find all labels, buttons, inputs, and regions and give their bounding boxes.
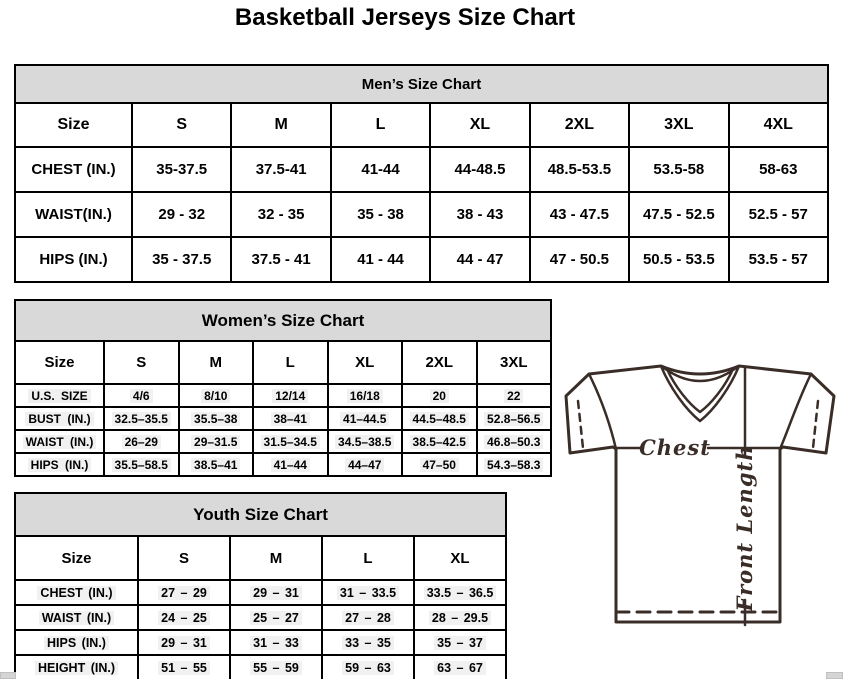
cell: 43 - 47.5 <box>530 192 629 237</box>
cell-value: 55 – 59 <box>250 661 302 675</box>
cell-value: 27 – 28 <box>342 611 394 625</box>
cell: 52.5 - 57 <box>729 192 828 237</box>
col-header: S <box>104 341 179 384</box>
cell-value: 38–41 <box>271 412 310 426</box>
cell <box>138 580 230 605</box>
womens-hips-row <box>15 453 551 476</box>
size-header-cell: Size <box>15 536 138 580</box>
cell <box>253 430 328 453</box>
cell: 53.5 - 57 <box>729 237 828 282</box>
col-header: M <box>179 341 254 384</box>
cell <box>477 453 552 476</box>
cell <box>138 655 230 679</box>
h-scrollbar-right-button[interactable] <box>826 672 843 679</box>
cell-value: 26–29 <box>122 435 161 449</box>
cell <box>138 630 230 655</box>
row-label-text: HEIGHT (IN.) <box>35 661 118 675</box>
row-label <box>15 407 104 430</box>
cell: 53.5-58 <box>629 147 728 192</box>
mens-size-chart-table <box>14 64 829 283</box>
cell-value: 24 – 25 <box>158 611 210 625</box>
cell <box>322 655 414 679</box>
youth-height-row <box>15 655 506 679</box>
cell <box>402 453 477 476</box>
mens-header-row <box>15 103 828 147</box>
cell <box>179 384 254 407</box>
cell-value: 16/18 <box>347 389 383 403</box>
womens-ussize-row <box>15 384 551 407</box>
cell <box>322 630 414 655</box>
jersey-measurement-diagram <box>558 360 843 632</box>
cell-value: 29 – 31 <box>250 586 302 600</box>
cell-value: 4/6 <box>130 389 153 403</box>
cell: 32 - 35 <box>231 192 330 237</box>
col-header: 3XL <box>477 341 552 384</box>
cell: 37.5 - 41 <box>231 237 330 282</box>
cell-value: 34.5–38.5 <box>335 435 394 449</box>
womens-chart-title: Women’s Size Chart <box>15 300 551 341</box>
cell: 44 - 47 <box>430 237 529 282</box>
youth-header-row <box>15 536 506 580</box>
col-header: M <box>230 536 322 580</box>
cell <box>179 407 254 430</box>
youth-chart-title: Youth Size Chart <box>15 493 506 536</box>
cell-value: 63 – 67 <box>434 661 486 675</box>
cell <box>253 453 328 476</box>
cell-value: 41–44 <box>271 458 310 472</box>
cell-value: 41–44.5 <box>340 412 389 426</box>
cell-value: 22 <box>504 389 523 403</box>
cell-value: 33 – 35 <box>342 636 394 650</box>
cell <box>179 430 254 453</box>
cell <box>104 430 179 453</box>
cell-value: 35.5–58.5 <box>112 458 171 472</box>
row-label: WAIST(IN.) <box>15 192 132 237</box>
cell-value: 47–50 <box>420 458 459 472</box>
row-label-text: HIPS (IN.) <box>44 636 109 650</box>
col-header: 2XL <box>402 341 477 384</box>
cell-value: 46.8–50.3 <box>484 435 543 449</box>
cell-value: 27 – 29 <box>158 586 210 600</box>
row-label <box>15 630 138 655</box>
youth-size-chart-table <box>14 492 507 679</box>
cell <box>414 605 506 630</box>
row-label-text: U.S. SIZE <box>28 389 90 403</box>
cell <box>477 407 552 430</box>
cell: 44-48.5 <box>430 147 529 192</box>
page-title: Basketball Jerseys Size Chart <box>234 4 576 31</box>
col-header: S <box>138 536 230 580</box>
cell: 29 - 32 <box>132 192 231 237</box>
cell <box>104 453 179 476</box>
col-header: XL <box>430 103 529 147</box>
cell <box>179 453 254 476</box>
womens-header-row <box>15 341 551 384</box>
cell-value: 12/14 <box>272 389 308 403</box>
cell-value: 59 – 63 <box>342 661 394 675</box>
cell <box>104 407 179 430</box>
cell-value: 29–31.5 <box>191 435 240 449</box>
cell <box>104 384 179 407</box>
size-header-cell: Size <box>15 103 132 147</box>
cell-value: 28 – 29.5 <box>429 611 491 625</box>
cell: 35 - 38 <box>331 192 430 237</box>
cell-value: 44–47 <box>345 458 384 472</box>
mens-chart-title: Men’s Size Chart <box>15 65 828 103</box>
row-label: CHEST (IN.) <box>15 147 132 192</box>
cell <box>322 605 414 630</box>
youth-waist-row <box>15 605 506 630</box>
col-header: S <box>132 103 231 147</box>
cell: 50.5 - 53.5 <box>629 237 728 282</box>
size-header-cell: Size <box>15 341 104 384</box>
row-label-text: HIPS (IN.) <box>28 458 92 472</box>
col-header: XL <box>328 341 403 384</box>
mens-waist-row <box>15 192 828 237</box>
row-label <box>15 580 138 605</box>
cell: 37.5-41 <box>231 147 330 192</box>
cell <box>328 430 403 453</box>
h-scrollbar-left-button[interactable] <box>0 672 16 679</box>
col-header: 4XL <box>729 103 828 147</box>
row-label: HIPS (IN.) <box>15 237 132 282</box>
col-header: M <box>231 103 330 147</box>
cell-value: 35.5–38 <box>191 412 240 426</box>
cell: 35-37.5 <box>132 147 231 192</box>
cell <box>230 580 322 605</box>
row-label <box>15 453 104 476</box>
front-length-label: Front Length <box>732 444 757 612</box>
cell <box>402 430 477 453</box>
cell: 47.5 - 52.5 <box>629 192 728 237</box>
cell <box>477 430 552 453</box>
cell-value: 51 – 55 <box>158 661 210 675</box>
cell <box>253 407 328 430</box>
cell-value: 8/10 <box>201 389 230 403</box>
row-label-text: WAIST (IN.) <box>39 611 114 625</box>
cell: 38 - 43 <box>430 192 529 237</box>
cell-value: 31 – 33 <box>250 636 302 650</box>
cell <box>253 384 328 407</box>
col-header: XL <box>414 536 506 580</box>
cell: 47 - 50.5 <box>530 237 629 282</box>
cell <box>322 580 414 605</box>
cell <box>414 580 506 605</box>
cell-value: 20 <box>430 389 449 403</box>
cell: 58-63 <box>729 147 828 192</box>
cell-value: 31.5–34.5 <box>261 435 320 449</box>
jersey-body-outline <box>566 366 834 622</box>
col-header: 3XL <box>629 103 728 147</box>
cell-value: 31 – 33.5 <box>337 586 399 600</box>
womens-waist-row <box>15 430 551 453</box>
cell-value: 35 – 37 <box>434 636 486 650</box>
cell: 41 - 44 <box>331 237 430 282</box>
cell <box>414 630 506 655</box>
cell <box>328 407 403 430</box>
row-label-text: BUST (IN.) <box>25 412 93 426</box>
cell-value: 32.5–35.5 <box>112 412 171 426</box>
cell <box>230 605 322 630</box>
cell <box>477 384 552 407</box>
youth-hips-row <box>15 630 506 655</box>
cell <box>138 605 230 630</box>
row-label-text: WAIST (IN.) <box>23 435 97 449</box>
cell-value: 25 – 27 <box>250 611 302 625</box>
cell <box>328 384 403 407</box>
chest-label: Chest <box>639 435 711 460</box>
mens-hips-row <box>15 237 828 282</box>
cell: 35 - 37.5 <box>132 237 231 282</box>
cell-value: 38.5–42.5 <box>410 435 469 449</box>
womens-bust-row <box>15 407 551 430</box>
row-label-text: CHEST (IN.) <box>37 586 115 600</box>
cell <box>402 384 477 407</box>
cell <box>402 407 477 430</box>
cell-value: 29 – 31 <box>158 636 210 650</box>
youth-chest-row <box>15 580 506 605</box>
col-header: L <box>322 536 414 580</box>
cell <box>414 655 506 679</box>
cell-value: 38.5–41 <box>191 458 240 472</box>
cell <box>230 655 322 679</box>
col-header: L <box>253 341 328 384</box>
row-label <box>15 384 104 407</box>
row-label <box>15 605 138 630</box>
col-header: 2XL <box>530 103 629 147</box>
cell-value: 33.5 – 36.5 <box>424 586 497 600</box>
cell-value: 54.3–58.3 <box>484 458 543 472</box>
cell-value: 44.5–48.5 <box>410 412 469 426</box>
cell-value: 52.8–56.5 <box>484 412 543 426</box>
cell: 48.5-53.5 <box>530 147 629 192</box>
mens-chest-row <box>15 147 828 192</box>
cell: 41-44 <box>331 147 430 192</box>
col-header: L <box>331 103 430 147</box>
row-label <box>15 655 138 679</box>
cell <box>328 453 403 476</box>
row-label <box>15 430 104 453</box>
womens-size-chart-table <box>14 299 552 477</box>
cell <box>230 630 322 655</box>
